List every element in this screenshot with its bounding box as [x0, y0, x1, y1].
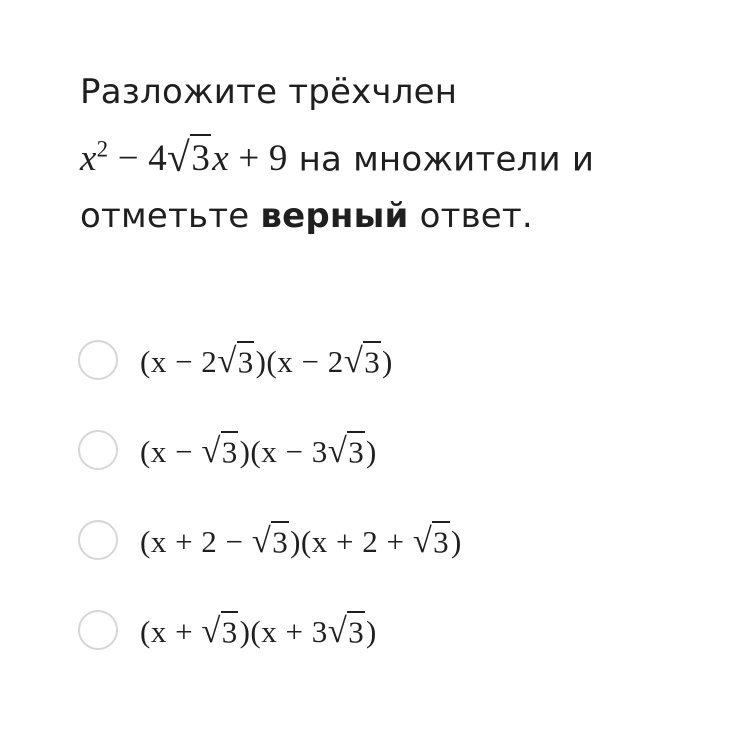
question-line-3 — [80, 188, 720, 245]
radical-sign: √ — [217, 340, 237, 380]
sqrt-3: √ 3 — [327, 430, 365, 470]
minus-coefficient: − 4 — [108, 138, 167, 180]
question-line-1: Разложите трёхчлен — [80, 72, 458, 112]
radio-button-1[interactable] — [78, 340, 118, 380]
trinomial-expression — [80, 134, 288, 181]
option-label-4: (x + √ 3)(x + 3 √ 3) — [140, 610, 377, 650]
radio-button-2[interactable] — [78, 430, 118, 470]
question-text-part: ответ. — [419, 196, 533, 237]
radio-button-3[interactable] — [78, 520, 118, 560]
radical-sign: √ — [327, 610, 348, 650]
radical-sign: √ — [412, 520, 433, 560]
plus-constant: + 9 — [228, 138, 288, 180]
question-text — [80, 64, 720, 245]
option-label-3: (x + 2 − √ 3)(x + 2 + √ 3) — [140, 520, 462, 560]
sqrt-3: √ 3 — [327, 610, 365, 650]
radical-sign: √ — [201, 430, 221, 470]
sqrt-3: √ 3 — [201, 610, 238, 650]
option-label-1: (x − 2 √ 3)(x − 2 √ 3) — [140, 340, 393, 380]
answer-option-4[interactable] — [78, 603, 462, 657]
answer-option-2[interactable] — [78, 423, 462, 477]
option-label-2: (x − √ 3)(x − 3 √ 3) — [140, 430, 377, 470]
radical-sign: √ — [343, 340, 364, 380]
question-line-2-rest: на множители и — [298, 139, 595, 180]
radical-sign: √ — [166, 134, 190, 181]
exponent: 2 — [96, 137, 109, 162]
sqrt-3: √ 3 — [166, 134, 211, 181]
answer-options — [78, 333, 462, 693]
radical-sign: √ — [327, 430, 348, 470]
sqrt-3: √ 3 — [343, 340, 381, 380]
question-line-2 — [80, 121, 720, 188]
question-text-part: отметьте — [80, 196, 250, 237]
variable-x-2: x — [212, 138, 229, 180]
answer-option-1[interactable] — [78, 333, 462, 387]
variable-x: x — [80, 138, 97, 180]
sqrt-3: √ 3 — [201, 430, 238, 470]
sqrt-3: √ 3 — [251, 520, 289, 560]
emphasis-correct: верный — [260, 196, 409, 237]
sqrt-3: √ 3 — [412, 520, 450, 560]
radio-button-4[interactable] — [78, 610, 118, 650]
sqrt-3: √ 3 — [217, 340, 254, 380]
radical-sign: √ — [251, 520, 272, 560]
answer-option-3[interactable] — [78, 513, 462, 567]
radical-sign: √ — [201, 610, 221, 650]
